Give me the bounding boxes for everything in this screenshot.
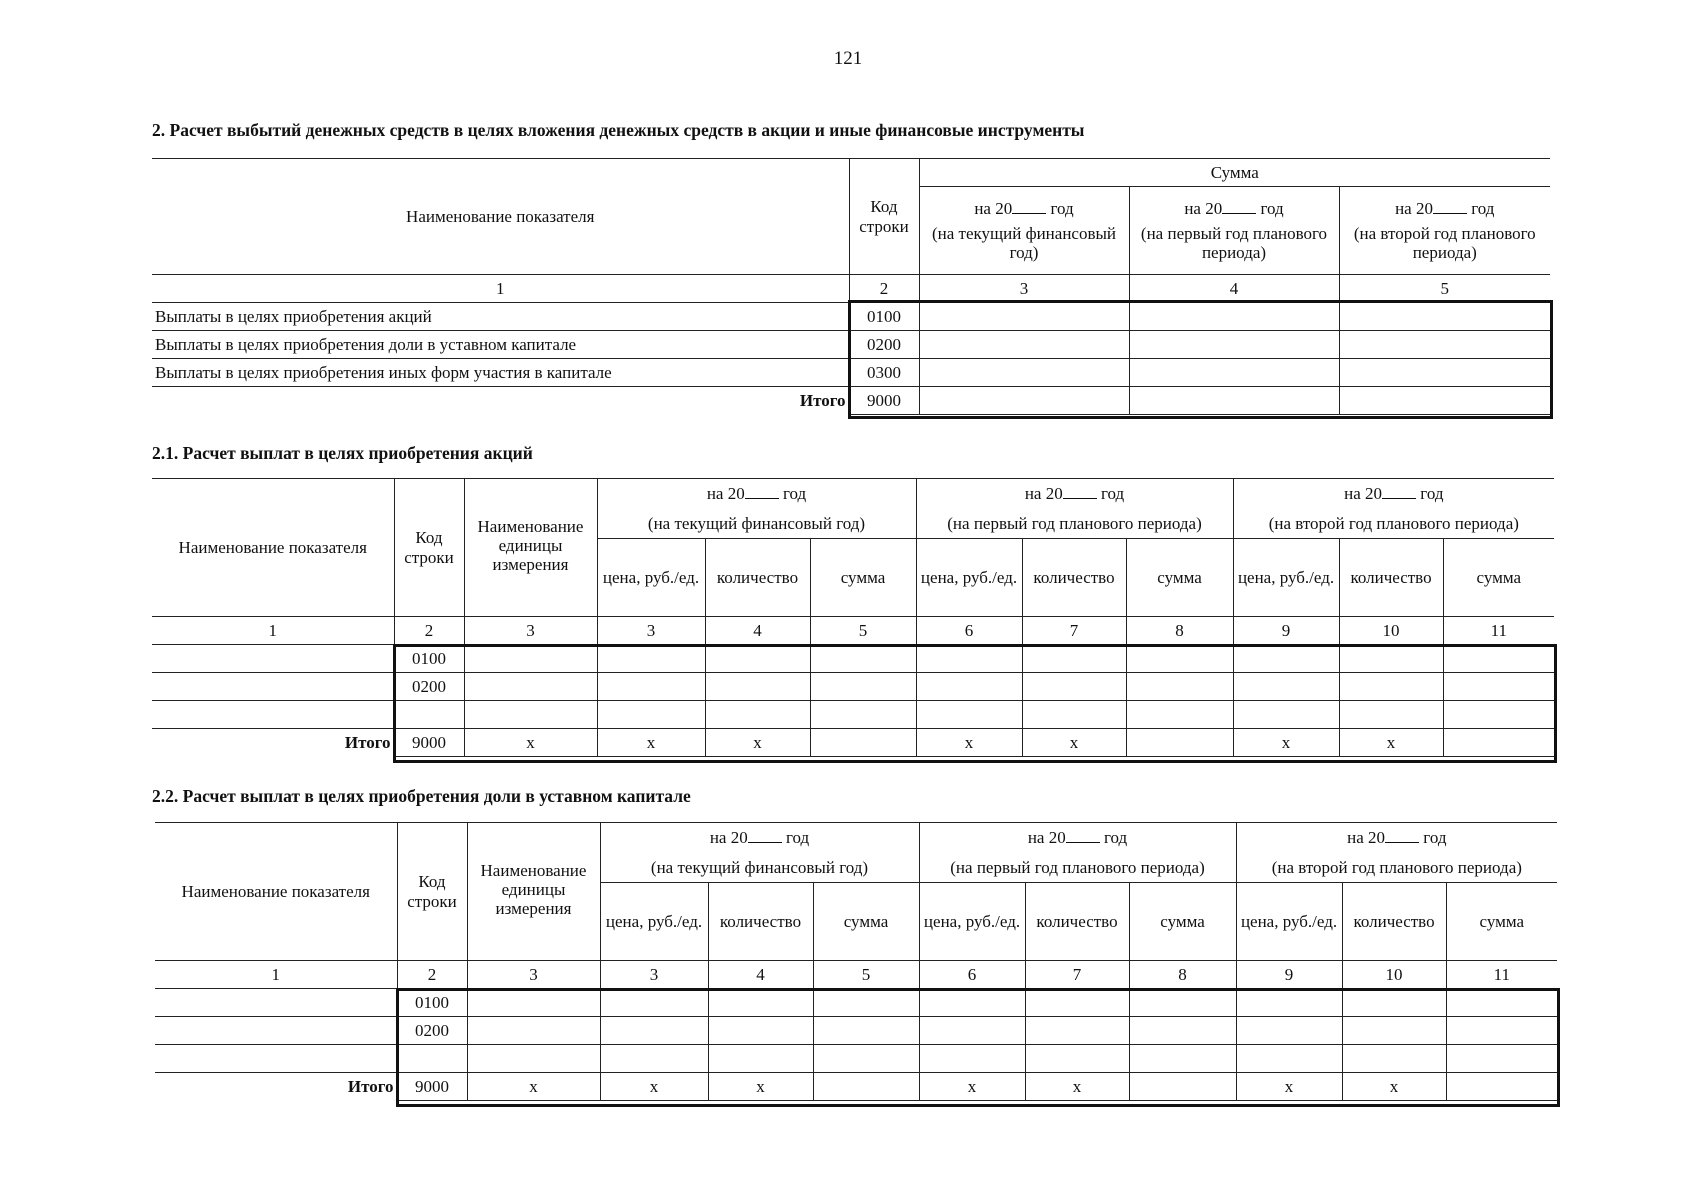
input-cell[interactable]	[919, 387, 1129, 415]
input-cell[interactable]	[1129, 331, 1339, 359]
input-cell[interactable]	[1342, 989, 1446, 1017]
table-row	[152, 645, 1554, 673]
row-code: 0200	[394, 673, 464, 701]
na-mark: x	[708, 1073, 813, 1101]
table-row	[155, 989, 1557, 1017]
column-number: 4	[705, 617, 810, 645]
row-code	[397, 1045, 467, 1073]
na-mark: x	[705, 729, 810, 757]
input-cell[interactable]	[1233, 673, 1339, 701]
header-period-current: на 20 год (на текущий финансовый год)	[919, 187, 1129, 275]
na-mark: x	[1233, 729, 1339, 757]
header-code: Код строки	[849, 159, 919, 275]
header-year-first-plan: на 20 год	[919, 823, 1236, 853]
na-mark: x	[464, 729, 597, 757]
input-cell[interactable]	[813, 1045, 919, 1073]
input-cell[interactable]	[600, 1045, 708, 1073]
column-number: 9	[1236, 961, 1342, 989]
input-cell[interactable]	[919, 359, 1129, 387]
header-sum: Сумма	[919, 159, 1550, 187]
input-cell[interactable]	[916, 701, 1022, 729]
input-cell[interactable]	[1129, 1073, 1236, 1101]
column-number: 4	[708, 961, 813, 989]
header-period-first-plan: (на первый год планового периода)	[919, 853, 1236, 883]
table-row	[152, 359, 1550, 387]
input-cell[interactable]	[708, 989, 813, 1017]
input-cell[interactable]	[1233, 701, 1339, 729]
input-cell[interactable]	[1339, 645, 1443, 673]
input-cell[interactable]	[1126, 729, 1233, 757]
input-cell[interactable]	[152, 701, 394, 729]
input-cell[interactable]	[1129, 303, 1339, 331]
input-cell[interactable]	[152, 645, 394, 673]
header-sum: сумма	[810, 539, 916, 617]
header-price: цена, руб./ед.	[916, 539, 1022, 617]
row-code: 0200	[849, 331, 919, 359]
column-number: 1	[152, 275, 849, 303]
outflows-table	[152, 158, 1551, 415]
input-cell[interactable]	[1025, 1017, 1129, 1045]
na-mark: x	[1339, 729, 1443, 757]
header-sum: сумма	[1126, 539, 1233, 617]
input-cell[interactable]	[467, 989, 600, 1017]
input-cell[interactable]	[1443, 673, 1554, 701]
total-label: Итого	[344, 733, 391, 753]
input-cell[interactable]	[597, 701, 705, 729]
row-code	[394, 701, 464, 729]
header-unit: Наименование единицы измерения	[467, 823, 600, 961]
column-number: 3	[600, 961, 708, 989]
header-period-second-plan: (на второй год планового периода)	[1233, 509, 1554, 539]
input-cell[interactable]	[155, 989, 397, 1017]
input-cell[interactable]	[1126, 673, 1233, 701]
input-cell[interactable]	[1129, 1045, 1236, 1073]
na-mark: x	[467, 1073, 600, 1101]
header-qty: количество	[1342, 883, 1446, 961]
input-cell[interactable]	[813, 989, 919, 1017]
input-cell[interactable]	[810, 673, 916, 701]
input-cell[interactable]	[1443, 645, 1554, 673]
input-cell[interactable]	[705, 673, 810, 701]
header-code: Код строки	[397, 823, 467, 961]
header-price: цена, руб./ед.	[1233, 539, 1339, 617]
input-cell[interactable]	[1446, 989, 1557, 1017]
input-cell[interactable]	[155, 1045, 397, 1073]
header-name: Наименование показателя	[152, 479, 394, 617]
column-number: 4	[1129, 275, 1339, 303]
total-label: Итого	[347, 1077, 394, 1097]
section-2-1-title: 2.1. Расчет выплат в целях приобретения акций	[152, 443, 533, 463]
input-cell[interactable]	[600, 989, 708, 1017]
column-number: 5	[1339, 275, 1550, 303]
input-cell[interactable]	[1022, 701, 1126, 729]
column-number: 5	[813, 961, 919, 989]
column-number: 3	[464, 617, 597, 645]
column-number: 3	[597, 617, 705, 645]
input-cell[interactable]	[919, 989, 1025, 1017]
input-cell[interactable]	[1129, 359, 1339, 387]
na-mark: x	[916, 729, 1022, 757]
header-year-second-plan: на 20 год	[1233, 479, 1554, 509]
input-cell[interactable]	[813, 1017, 919, 1045]
header-qty: количество	[705, 539, 810, 617]
na-mark: x	[597, 729, 705, 757]
header-sum: сумма	[1446, 883, 1557, 961]
input-cell[interactable]	[919, 1045, 1025, 1073]
input-cell[interactable]	[1339, 673, 1443, 701]
input-cell[interactable]	[705, 645, 810, 673]
input-cell[interactable]	[1443, 701, 1554, 729]
capital-share-table	[155, 822, 1558, 1101]
input-cell[interactable]	[464, 645, 597, 673]
total-code: 9000	[397, 1073, 467, 1101]
row-name: Выплаты в целях приобретения доли в уставном капитале	[152, 331, 849, 359]
column-number: 1	[152, 617, 394, 645]
header-year-second-plan: на 20 год	[1236, 823, 1557, 853]
table-row	[152, 701, 1554, 729]
input-cell[interactable]	[1446, 1045, 1557, 1073]
input-cell[interactable]	[1339, 359, 1550, 387]
column-number: 6	[916, 617, 1022, 645]
row-code: 0200	[397, 1017, 467, 1045]
header-qty: количество	[1339, 539, 1443, 617]
column-number: 10	[1339, 617, 1443, 645]
column-number: 2	[397, 961, 467, 989]
input-cell[interactable]	[810, 729, 916, 757]
input-cell[interactable]	[1339, 331, 1550, 359]
header-year-first-plan: на 20 год	[916, 479, 1233, 509]
input-cell[interactable]	[597, 645, 705, 673]
input-cell[interactable]	[467, 1045, 600, 1073]
header-period-first-plan: (на первый год планового периода)	[916, 509, 1233, 539]
header-period-first-plan: на 20 год (на первый год планового периода)	[1129, 187, 1339, 275]
input-cell[interactable]	[1342, 1045, 1446, 1073]
input-cell[interactable]	[464, 673, 597, 701]
input-cell[interactable]	[1339, 303, 1550, 331]
table-row	[155, 1045, 1557, 1073]
header-year-current: на 20 год	[600, 823, 919, 853]
column-number: 2	[849, 275, 919, 303]
total-row	[152, 387, 1550, 415]
input-cell[interactable]	[1236, 989, 1342, 1017]
column-number: 6	[919, 961, 1025, 989]
header-price: цена, руб./ед.	[1236, 883, 1342, 961]
header-period-current: (на текущий финансовый год)	[597, 509, 916, 539]
header-price: цена, руб./ед.	[600, 883, 708, 961]
input-cell[interactable]	[1236, 1045, 1342, 1073]
input-cell[interactable]	[919, 1017, 1025, 1045]
total-code: 9000	[394, 729, 464, 757]
input-cell[interactable]	[810, 701, 916, 729]
row-code: 0100	[849, 303, 919, 331]
input-cell[interactable]	[916, 673, 1022, 701]
total-row	[152, 729, 1554, 757]
header-period-second-plan: на 20 год (на второй год планового периода)	[1339, 187, 1550, 275]
column-number: 7	[1022, 617, 1126, 645]
header-name: Наименование показателя	[155, 823, 397, 961]
section-2-title: 2. Расчет выбытий денежных средств в целях вложения денежных средств в акции и иные финансовые инструменты	[152, 120, 1085, 140]
input-cell[interactable]	[467, 1017, 600, 1045]
total-label: Итого	[799, 391, 846, 411]
input-cell[interactable]	[1129, 989, 1236, 1017]
header-sum: сумма	[813, 883, 919, 961]
na-mark: x	[1342, 1073, 1446, 1101]
input-cell[interactable]	[813, 1073, 919, 1101]
header-qty: количество	[1022, 539, 1126, 617]
header-qty: количество	[1025, 883, 1129, 961]
header-code: Код строки	[394, 479, 464, 617]
total-code: 9000	[849, 387, 919, 415]
header-sum: сумма	[1129, 883, 1236, 961]
column-number: 3	[467, 961, 600, 989]
input-cell[interactable]	[1446, 1017, 1557, 1045]
na-mark: x	[600, 1073, 708, 1101]
input-cell[interactable]	[708, 1017, 813, 1045]
column-number: 10	[1342, 961, 1446, 989]
shares-table	[152, 478, 1555, 757]
table-row	[155, 1017, 1557, 1045]
row-code: 0100	[397, 989, 467, 1017]
na-mark: x	[1236, 1073, 1342, 1101]
input-cell[interactable]	[919, 331, 1129, 359]
na-mark: x	[919, 1073, 1025, 1101]
page-number: 121	[833, 48, 863, 69]
row-code: 0100	[394, 645, 464, 673]
input-cell[interactable]	[600, 1017, 708, 1045]
table-row	[152, 331, 1550, 359]
input-cell[interactable]	[1443, 729, 1554, 757]
table-row	[152, 673, 1554, 701]
total-row	[155, 1073, 1557, 1101]
column-number: 9	[1233, 617, 1339, 645]
header-period-second-plan: (на второй год планового периода)	[1236, 853, 1557, 883]
input-cell[interactable]	[1339, 701, 1443, 729]
row-name: Выплаты в целях приобретения акций	[152, 303, 849, 331]
column-number: 1	[155, 961, 397, 989]
header-year-current: на 20 год	[597, 479, 916, 509]
column-number: 7	[1025, 961, 1129, 989]
input-cell[interactable]	[1339, 387, 1550, 415]
header-qty: количество	[708, 883, 813, 961]
input-cell[interactable]	[705, 701, 810, 729]
header-unit: Наименование единицы измерения	[464, 479, 597, 617]
input-cell[interactable]	[155, 1017, 397, 1045]
row-name: Выплаты в целях приобретения иных форм участия в капитале	[152, 359, 849, 387]
input-cell[interactable]	[1126, 701, 1233, 729]
input-cell[interactable]	[810, 645, 916, 673]
input-cell[interactable]	[1025, 989, 1129, 1017]
input-cell[interactable]	[1025, 1045, 1129, 1073]
column-number: 8	[1129, 961, 1236, 989]
column-number: 5	[810, 617, 916, 645]
input-cell[interactable]	[152, 673, 394, 701]
input-cell[interactable]	[597, 673, 705, 701]
input-cell[interactable]	[1446, 1073, 1557, 1101]
input-cell[interactable]	[1129, 1017, 1236, 1045]
column-number: 11	[1446, 961, 1557, 989]
column-number: 8	[1126, 617, 1233, 645]
input-cell[interactable]	[1126, 645, 1233, 673]
header-price: цена, руб./ед.	[597, 539, 705, 617]
table-row	[152, 303, 1550, 331]
header-sum: сумма	[1443, 539, 1554, 617]
input-cell[interactable]	[919, 303, 1129, 331]
header-price: цена, руб./ед.	[919, 883, 1025, 961]
row-code: 0300	[849, 359, 919, 387]
input-cell[interactable]	[1233, 645, 1339, 673]
input-cell[interactable]	[464, 701, 597, 729]
input-cell[interactable]	[1129, 387, 1339, 415]
section-2-2-title: 2.2. Расчет выплат в целях приобретения доли в уставном капитале	[152, 786, 691, 806]
input-cell[interactable]	[1022, 673, 1126, 701]
input-cell[interactable]	[708, 1045, 813, 1073]
column-number: 3	[919, 275, 1129, 303]
na-mark: x	[1025, 1073, 1129, 1101]
column-number: 11	[1443, 617, 1554, 645]
input-cell[interactable]	[1342, 1017, 1446, 1045]
input-cell[interactable]	[1022, 645, 1126, 673]
na-mark: x	[1022, 729, 1126, 757]
input-cell[interactable]	[1236, 1017, 1342, 1045]
header-name: Наименование показателя	[152, 159, 849, 275]
header-period-current: (на текущий финансовый год)	[600, 853, 919, 883]
column-number: 2	[394, 617, 464, 645]
input-cell[interactable]	[916, 645, 1022, 673]
